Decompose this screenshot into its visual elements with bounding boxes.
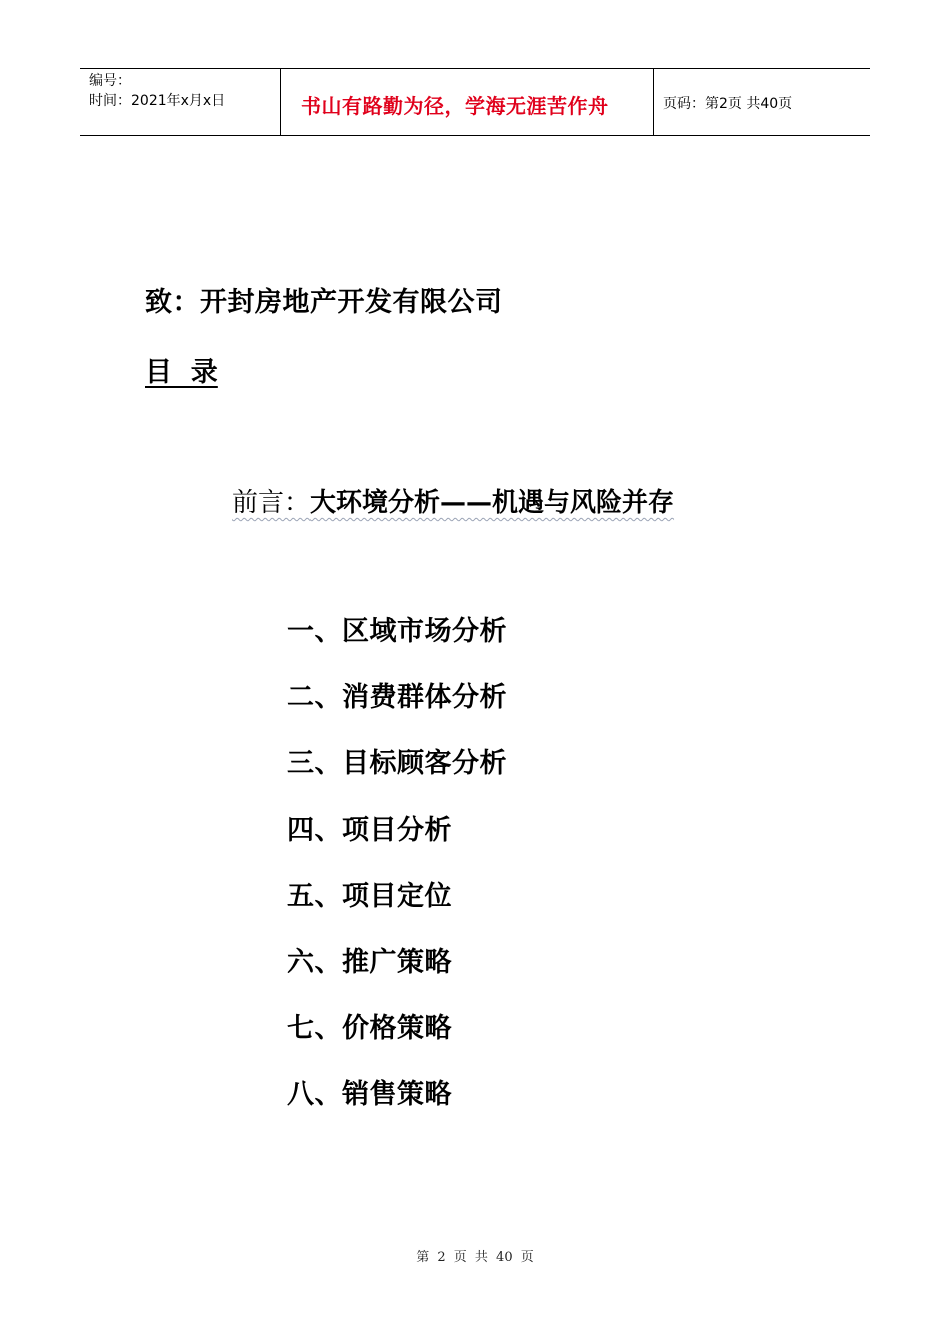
toc-item: 七、价格策略 (287, 1013, 452, 1045)
header-meta-cell (80, 69, 281, 135)
header-page-label: 页码：第2页 共40页 (663, 96, 793, 112)
header-motto-cell (281, 69, 654, 135)
toc-list (287, 612, 507, 1142)
header-page-cell (654, 69, 870, 135)
toc-title: 目 录 (145, 357, 218, 388)
toc-item: 六、推广策略 (287, 946, 452, 978)
toc-item: 五、项目定位 (287, 880, 452, 912)
addressee-line: 致：开封房地产开发有限公司 (145, 287, 503, 318)
page-footer: 第 2 页 共 40 页 (416, 1250, 534, 1265)
toc-item: 三、目标顾客分析 (287, 748, 507, 780)
toc-item: 八、销售策略 (287, 1079, 452, 1111)
header-time-label: 时间：2021年x月x日 (89, 93, 226, 109)
toc-item: 一、区域市场分析 (287, 616, 507, 647)
preface-heading (232, 482, 674, 519)
preface-text: 大环境分析——机遇与风险并存 (310, 488, 675, 518)
toc-item: 二、消费群体分析 (287, 682, 507, 714)
toc-item: 四、项目分析 (287, 814, 452, 846)
header-motto: 书山有路勤为径，学海无涯苦作舟 (301, 93, 609, 118)
preface-prefix: 前言： (232, 488, 311, 518)
document-header (80, 68, 870, 136)
header-number-label: 编号： (89, 73, 131, 89)
